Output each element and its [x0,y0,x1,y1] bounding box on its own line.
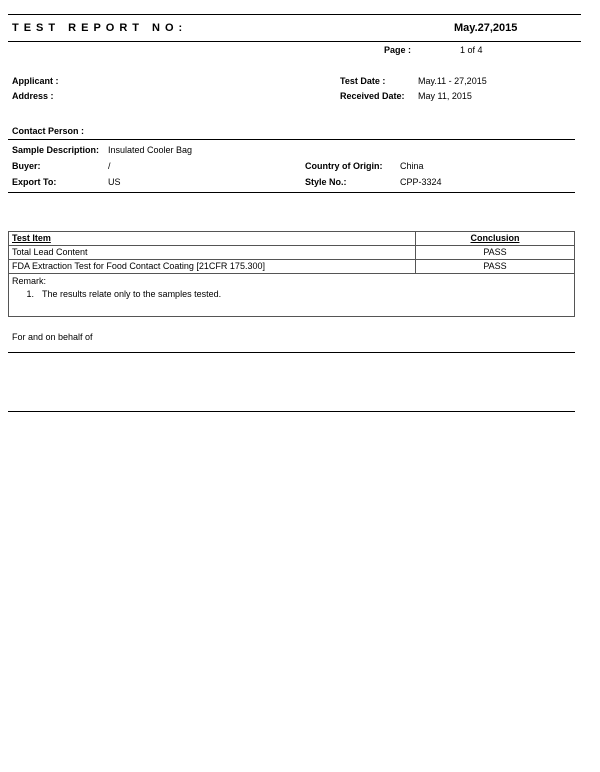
header-bottom-rule [8,41,581,42]
conclusion-cell: PASS [416,260,575,274]
remark-label: Remark: [12,276,47,286]
style-no-value: CPP-3324 [400,177,442,187]
sample-description-label: Sample Description: [12,145,100,155]
contact-rule [8,139,575,140]
signature-rule [8,411,575,412]
header-top-rule [8,14,581,15]
buyer-label: Buyer: [12,161,41,171]
country-of-origin-label: Country of Origin: [305,161,383,171]
table-row [9,260,575,274]
conclusion-cell: PASS [416,246,575,260]
test-item-cell: FDA Extraction Test for Food Contact Coating [21CFR 175.300] [9,260,416,274]
report-date: May.27,2015 [454,22,518,34]
contact-person-label: Contact Person : [12,126,85,136]
table-header-row [9,232,575,246]
behalf-text: For and on behalf of [12,332,93,342]
results-table [8,231,575,317]
report-title: TEST REPORT NO: [12,22,188,34]
remark-cell [9,274,575,317]
received-date-value: May 11, 2015 [418,91,472,101]
test-date-label: Test Date : [340,76,386,86]
remark-item [12,288,571,301]
conclusion-header: Conclusion [416,232,575,246]
style-no-label: Style No.: [305,177,347,187]
page-label: Page : [384,45,412,55]
country-of-origin-value: China [400,161,424,171]
remark-row [9,274,575,317]
received-date-label: Received Date: [340,91,405,101]
applicant-label: Applicant : [12,76,59,86]
remark-text: The results relate only to the samples tested. [42,289,222,299]
address-label: Address : [12,91,54,101]
buyer-value: / [108,161,111,171]
test-item-header: Test Item [9,232,416,246]
test-date-value: May.11 - 27,2015 [418,76,487,86]
export-to-label: Export To: [12,177,57,187]
export-to-value: US [108,177,121,187]
table-row [9,246,575,260]
behalf-rule [8,352,575,353]
remark-number: 1. [26,289,34,299]
sample-description-value: Insulated Cooler Bag [108,145,193,155]
page-value: 1 of 4 [460,45,483,55]
test-item-cell: Total Lead Content [9,246,416,260]
sample-rule [8,192,575,193]
